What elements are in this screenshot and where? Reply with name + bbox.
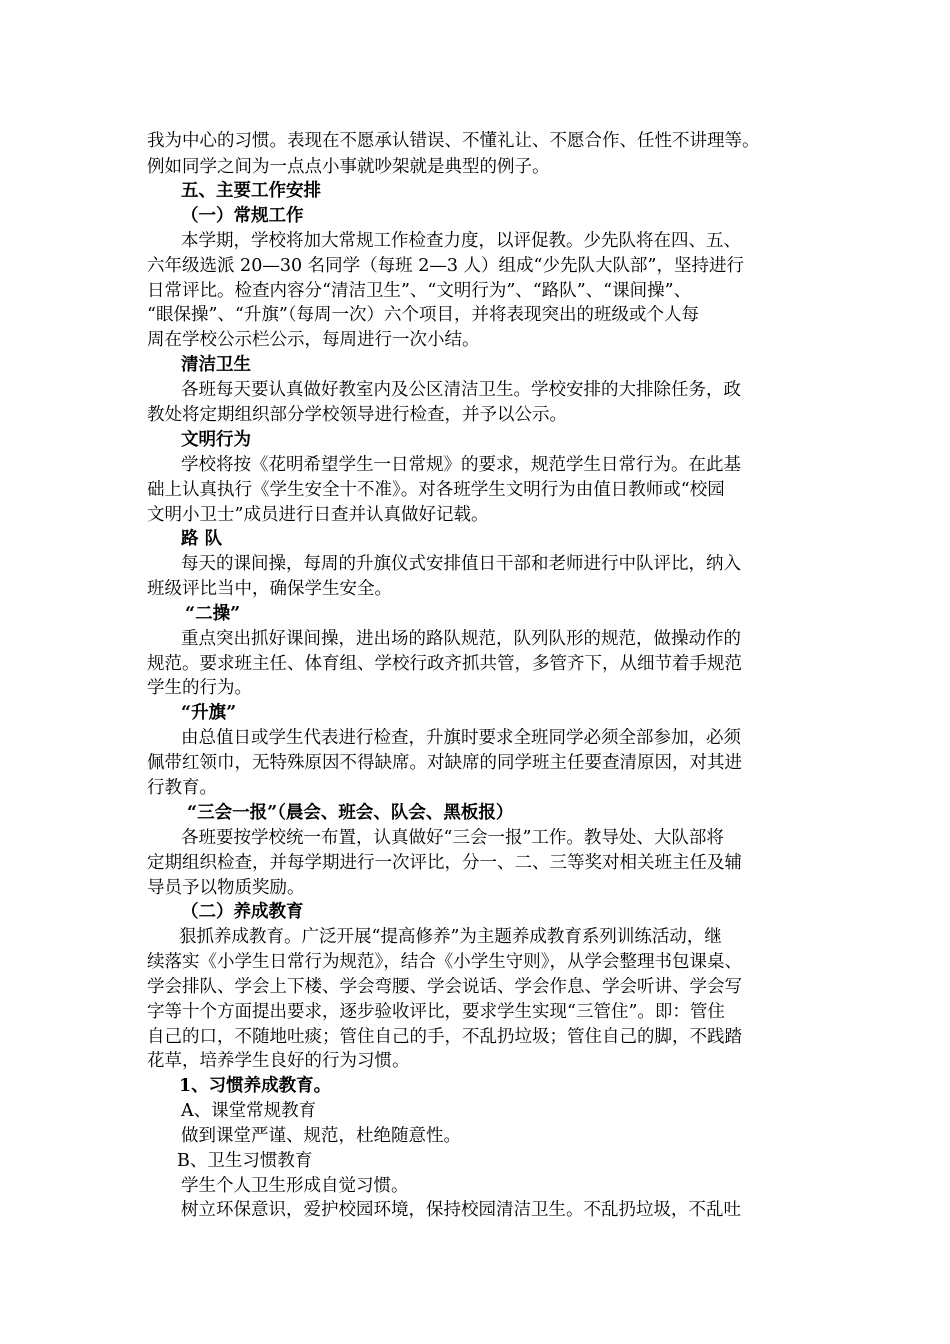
item-heading: “二操” xyxy=(185,604,241,624)
section-heading: 五、主要工作安排 xyxy=(181,181,321,201)
text-line: 日常评比。检查内容分“清洁卫生”、“文明行为”、“路队”、“课间操”、 xyxy=(147,281,692,301)
subsection-heading: （二）养成教育 xyxy=(181,902,304,922)
text-line: 教处将定期组织部分学校领导进行检查，并予以公示。 xyxy=(147,405,567,425)
text-line: 佩带红领巾，无特殊原因不得缺席。对缺席的同学班主任要查清原因，对其进 xyxy=(147,753,742,773)
text-line: 各班每天要认真做好教室内及公区清洁卫生。学校安排的大排除任务，政 xyxy=(181,380,741,400)
text-line: 我为中心的习惯。表现在不愿承认错误、不懂礼让、不愿合作、任性不讲理等。 xyxy=(147,131,760,151)
text-line: 础上认真执行《学生安全十不准》。对各班学生文明行为由值日教师或“校园 xyxy=(147,480,725,500)
text-line: 学生的行为。 xyxy=(147,678,252,698)
text-line: 由总值日或学生代表进行检查，升旗时要求全班同学必须全部参加，必须 xyxy=(181,728,741,748)
text-line: 定期组织检查，并每学期进行一次评比，分一、二、三等奖对相关班主任及辅 xyxy=(147,853,742,873)
text-line: 班级评比当中，确保学生安全。 xyxy=(147,579,392,599)
text-line: 做到课堂严谨、规范，杜绝随意性。 xyxy=(181,1126,461,1146)
text-line: 行教育。 xyxy=(147,778,217,798)
text-line: 自己的口，不随地吐痰；管住自己的手，不乱扔垃圾；管住自己的脚，不践踏 xyxy=(147,1027,742,1047)
text-line: 文明小卫士”成员进行日查并认真做好记载。 xyxy=(147,505,489,525)
text-line: 学生个人卫生形成自觉习惯。 xyxy=(181,1176,409,1196)
text-line: 每天的课间操，每周的升旗仪式安排值日干部和老师进行中队评比，纳入 xyxy=(181,554,741,574)
text-line: 导员予以物质奖励。 xyxy=(147,878,305,898)
text-line: 六年级选派 20—30 名同学（每班 2—3 人）组成“少先队大队部”，坚持进行 xyxy=(147,256,744,276)
item-heading: 清洁卫生 xyxy=(181,355,251,375)
text-line: A、课堂常规教育 xyxy=(181,1101,317,1121)
text-line: B、卫生习惯教育 xyxy=(177,1151,313,1171)
text-line: 字等十个方面提出要求，逐步验收评比，要求学生实现“三管住”。即：管住 xyxy=(147,1002,725,1022)
item-heading: 1、习惯养成教育。 xyxy=(179,1076,332,1096)
text-line: 狠抓养成教育。广泛开展“提高修养”为主题养成教育系列训练活动，继 xyxy=(179,927,722,947)
item-heading: “三会一报”（晨会、班会、队会、黑板报） xyxy=(187,803,514,823)
text-line: 树立环保意识，爱护校园环境，保持校园清洁卫生。不乱扔垃圾，不乱吐 xyxy=(181,1200,741,1220)
subsection-heading: （一）常规工作 xyxy=(181,206,304,226)
text-line: 本学期，学校将加大常规工作检查力度，以评促教。少先队将在四、五、 xyxy=(181,231,741,251)
item-heading: 路 队 xyxy=(181,529,223,549)
text-line: 重点突出抓好课间操，进出场的路队规范，队列队形的规范，做操动作的 xyxy=(181,629,741,649)
text-line: 各班要按学校统一布置，认真做好“三会一报”工作。教导处、大队部将 xyxy=(181,828,724,848)
text-line: 学校将按《花明希望学生一日常规》的要求，规范学生日常行为。在此基 xyxy=(181,455,741,475)
item-heading: 文明行为 xyxy=(181,430,251,450)
text-line: 学会排队、学会上下楼、学会弯腰、学会说话、学会作息、学会听讲、学会写 xyxy=(147,977,742,997)
text-line: 例如同学之间为一点点小事就吵架就是典型的例子。 xyxy=(147,157,550,177)
text-line: “眼保操”、“升旗”（每周一次）六个项目，并将表现突出的班级或个人每 xyxy=(147,305,700,325)
text-line: 续落实《小学生日常行为规范》，结合《小学生守则》，从学会整理书包课桌、 xyxy=(147,952,742,972)
text-line: 周在学校公示栏公示，每周进行一次小结。 xyxy=(147,330,480,350)
item-heading: “升旗” xyxy=(181,703,237,723)
text-line: 规范。要求班主任、体育组、学校行政齐抓共管，多管齐下，从细节着手规范 xyxy=(147,654,742,674)
text-line: 花草，培养学生良好的行为习惯。 xyxy=(147,1051,410,1071)
